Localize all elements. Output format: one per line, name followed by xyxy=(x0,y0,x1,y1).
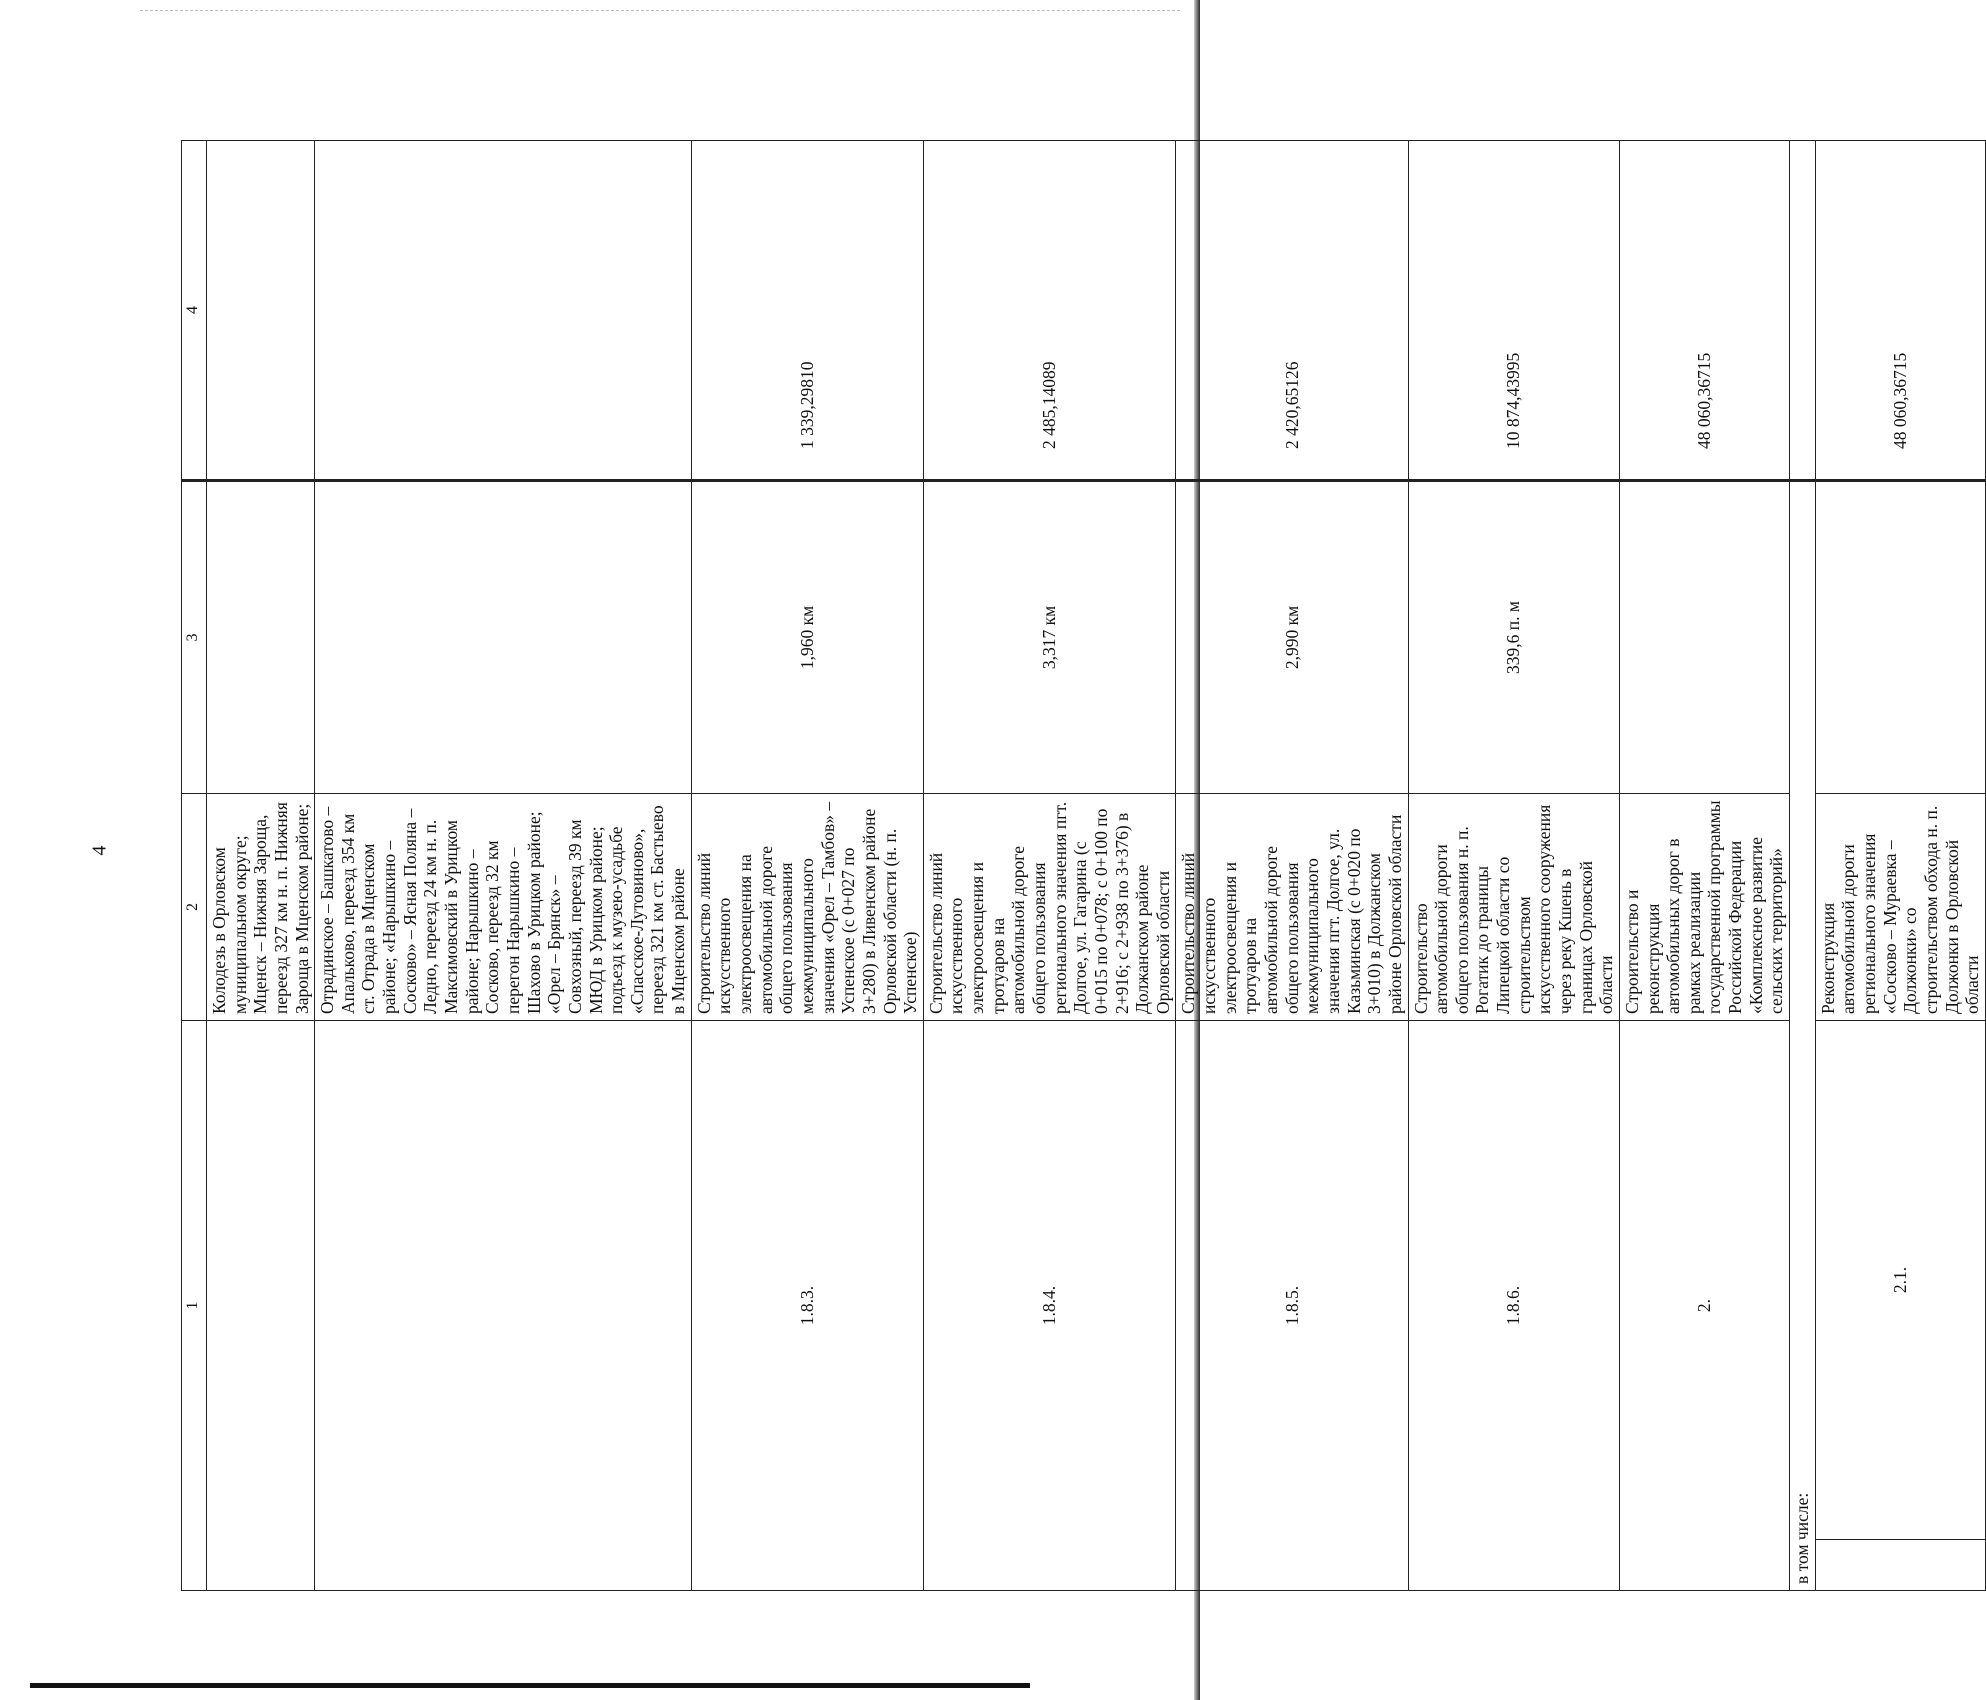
table-row xyxy=(207,141,315,1591)
table-header-row xyxy=(182,141,207,1591)
row-length: 339,6 п. м xyxy=(1408,481,1619,794)
row-cost: 48 060,36715 xyxy=(1815,141,1985,481)
row-cost xyxy=(315,141,692,481)
row-description: Строительство линий искусственного электроосвещения на автомобильной дороге общего пользования межмуниципального значения «Орел – Тамбов» – Успенское (с 0+027 по 3+280) в Ливенском районе Орловской области (н. п. Успенское) xyxy=(691,794,923,1021)
page-number: 4 xyxy=(88,845,111,856)
table-row xyxy=(923,141,1176,1591)
row-number: 1.8.5. xyxy=(1176,1021,1408,1591)
section-label-empty-cell xyxy=(1790,141,1816,481)
row-description: Строительство линий искусственного электроосвещения и тротуаров на автомобильной дороге общего пользования регионального значения пгт. Долгое, ул. Гагарина (с 0+015 по 0+078; с 0+100 по 2+916; с 2+938 по 3+376) в Должанском районе Орловской области xyxy=(923,794,1176,1021)
row-number: 2.1. xyxy=(1815,1021,1985,1540)
table-row xyxy=(1408,141,1619,1591)
row-number: 1.8.3. xyxy=(691,1021,923,1591)
scan-artifact-top-line xyxy=(140,10,1180,11)
row-cost xyxy=(207,141,315,481)
row-number: 1.8.6. xyxy=(1408,1021,1619,1591)
row-number: 1.8.4. xyxy=(923,1021,1176,1591)
row-length: 1,960 км xyxy=(691,481,923,794)
table-row xyxy=(1815,141,1985,1591)
row-cost: 1 339,29810 xyxy=(691,141,923,481)
table-row xyxy=(691,141,923,1591)
row-description: Строительство линий искусственного электроосвещения и тротуаров на автомобильной дороге общего пользования межмуниципального значения пгт. Долгое, ул. Казьминская (с 0+020 по 3+010) в Должанском районе Орловской области xyxy=(1176,794,1408,1021)
row-length: 2,990 км xyxy=(1176,481,1408,794)
row-number xyxy=(315,1021,692,1591)
section-label: в том числе: xyxy=(1790,481,1816,1591)
scan-artifact-bottom-bar xyxy=(30,1683,1030,1688)
row-description: Реконструкция автомобильной дороги регионального значения «Сосково – Мураевка – Должонки» со строительством обхода н. п. Должонки в Орловской области xyxy=(1815,794,1985,1021)
table-row xyxy=(315,141,692,1591)
header-cell-3: 3 xyxy=(182,481,207,794)
row-length xyxy=(1815,481,1985,794)
section-label-row xyxy=(1790,141,1816,1591)
data-table xyxy=(181,140,1986,1591)
row-cost: 2 485,14089 xyxy=(923,141,1176,481)
table-row xyxy=(1176,141,1408,1591)
row-description: Колодезь в Орловском муниципальном округе; Мценск – Нижняя Зароща, переезд 327 км н. п. Нижняя Зароща в Мценском районе; xyxy=(207,794,315,1021)
row-number xyxy=(207,1021,315,1591)
row-length: 3,317 км xyxy=(923,481,1176,794)
header-cell-4: 4 xyxy=(182,141,207,481)
row-length xyxy=(315,481,692,794)
row-spacer-cell xyxy=(1815,1540,1985,1591)
table-row xyxy=(1619,141,1789,1591)
row-cost: 48 060,36715 xyxy=(1619,141,1789,481)
rotated-page-content xyxy=(181,141,1983,1591)
row-cost: 10 874,43995 xyxy=(1408,141,1619,481)
header-cell-2: 2 xyxy=(182,794,207,1021)
header-cell-1: 1 xyxy=(182,1021,207,1591)
row-length xyxy=(207,481,315,794)
row-cost: 2 420,65126 xyxy=(1176,141,1408,481)
row-number: 2. xyxy=(1619,1021,1789,1591)
row-description: Строительство и реконструкция автомобильных дорог в рамках реализации государственной программы Российской Федерации «Комплексное развитие сельских территорий» xyxy=(1619,794,1789,1021)
row-description: Строительство автомобильной дороги общего пользования н. п. Рогатик до границы Липецкой области со строительством искусственного сооружения через реку Кшень в границах Орловской области xyxy=(1408,794,1619,1021)
row-description: Отрадинское – Башкатово – Апальково, переезд 354 км ст. Отрада в Мценском районе; «Нарышкино – Сосково» – Ясная Поляна – Ледно, переезд 24 км н. п. Максимовский в Урицком районе; Нарышкино – Сосково, переезд 32 км перегон Нарышкино – Шахово в Урицком районе; «Орел – Брянск» – Совхозный, переезд 39 км МЮД в Урицком районе; подъезд к музею-усадьбе «Спасское-Лутовиново», переезд 321 км ст. Бастыево в Мценском районе xyxy=(315,794,692,1021)
row-length xyxy=(1619,481,1789,794)
